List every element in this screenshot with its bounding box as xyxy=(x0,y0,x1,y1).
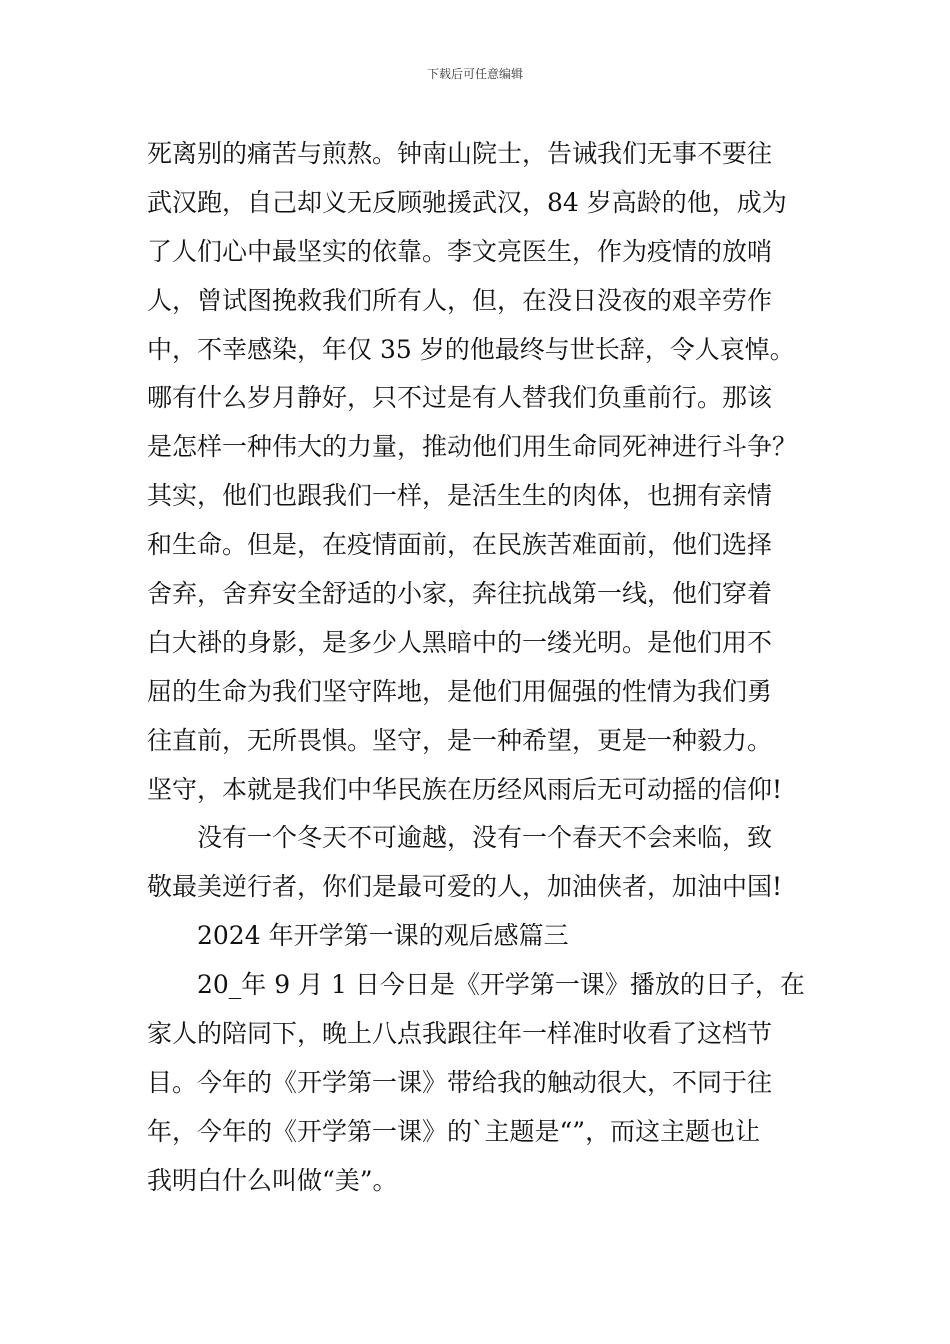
text-line: 敬最美逆行者，你们是最可爱的人，加油侠者，加油中国! xyxy=(147,872,783,902)
text-line: 往直前，无所畏惧。坚守，是一种希望，更是一种毅力。 xyxy=(147,725,773,755)
document-body xyxy=(147,130,817,1206)
text-line: 坚守，本就是我们中华民族在历经风雨后无可动摇的信仰! xyxy=(147,774,783,804)
text-line: 人，曾试图挽救我们所有人，但，在没日没夜的艰辛劳作 xyxy=(147,285,773,315)
text-line: 中，不幸感染，年仅 35 岁的他最终与世长辞，令人哀悼。 xyxy=(147,334,795,364)
text-line: 哪有什么岁月静好，只不过是有人替我们负重前行。那该 xyxy=(147,383,773,413)
text-line: 和生命。但是，在疫情面前，在民族苦难面前，他们选择 xyxy=(147,530,773,560)
text-line: 了人们心中最坚实的依靠。李文亮医生，作为疫情的放哨 xyxy=(147,236,773,266)
text-line: 家人的陪同下，晚上八点我跟往年一样准时收看了这档节 xyxy=(147,1019,773,1049)
text-line: 目。今年的《开学第一课》带给我的触动很大，不同于往 xyxy=(147,1067,773,1097)
section-heading: 2024 年开学第一课的观后感篇三 xyxy=(197,921,569,951)
paragraph-start-line: 20_年 9 月 1 日今日是《开学第一课》播放的日子，在 xyxy=(197,970,805,1000)
page-header: 下载后可任意编辑 xyxy=(426,67,523,81)
text-line: 是怎样一种伟大的力量，推动他们用生命同死神进行斗争？ xyxy=(147,432,798,462)
text-line: 屈的生命为我们坚守阵地，是他们用倔强的性情为我们勇 xyxy=(147,676,773,706)
text-line: 年，今年的《开学第一课》的`主题是“”，而这主题也让 xyxy=(147,1116,761,1146)
text-line: 其实，他们也跟我们一样，是活生生的肉体，也拥有亲情 xyxy=(147,481,773,511)
text-line: 白大褂的身影，是多少人黑暗中的一缕光明。是他们用不 xyxy=(147,627,773,657)
text-line: 死离别的痛苦与煎熬。钟南山院士，告诫我们无事不要往 xyxy=(147,139,773,168)
text-line: 武汉跑，自己却义无反顾驰援武汉，84 岁高龄的他，成为 xyxy=(147,187,787,217)
text-line: 舍弃，舍弃安全舒适的小家，奔往抗战第一线，他们穿着 xyxy=(147,579,773,609)
paragraph-start-line: 没有一个冬天不可逾越，没有一个春天不会来临，致 xyxy=(197,823,773,853)
text-line: 我明白什么叫做“美”。 xyxy=(147,1165,398,1195)
